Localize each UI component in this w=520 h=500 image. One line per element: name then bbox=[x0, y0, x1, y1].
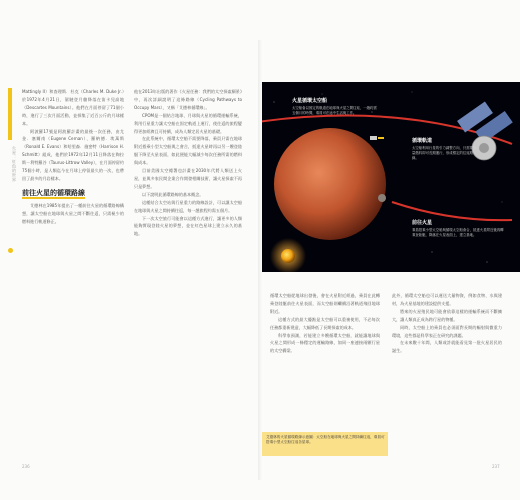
paragraph: 目前美國太空總署也計畫在2030年代將人類送上火星，並與多家民間企業合作開發相關技術，讓火星探索不再只是夢想。 bbox=[134, 168, 242, 189]
paragraph: 將來的火星殖民地可能會依靠這樣的運輸系統而不斷擴大，讓人類真正成為跨行星的物種。 bbox=[392, 308, 502, 322]
paragraph: 這種方式的最大優點是太空船可以重複使用，不必每次任務都重新建造，大幅降低了長期探索的成本。 bbox=[270, 316, 380, 330]
paragraph: 他在2013年出版的著作《火星任務：我們的太空探索願景》中，再次詳細說明了這條路線（Cycling Pathways to Occupy Mars），又稱「艾德林循環線」。 bbox=[134, 89, 242, 110]
paragraph: 以下說明此循環路線的基本概念。 bbox=[142, 191, 204, 197]
paragraph: 此外，循環太空船也可以運送大量物資，例如食物、水與建材，為火星基地的建設提供支援。 bbox=[392, 293, 502, 306]
paragraph: 艾德林在1985年提出了一種前往火星的循環路線構想，讓太空船在地球與火星之間不斷往返，只需極少的燃料進行軌道修正。 bbox=[22, 202, 124, 224]
figure-text-mars: 乘員搭乘小型太空船與循環太空船會合，抵達火星附近後再轉乘登陸艇，降落在火星表面上，建立基地。 bbox=[412, 228, 504, 237]
paragraph: 在未來數十年間，人類或許就能看見第一批火星居民的誕生。 bbox=[392, 340, 502, 354]
chapter-marker-bar bbox=[8, 88, 12, 140]
section-heading: 前往火星的循環路線 bbox=[22, 188, 85, 197]
paragraph: 在此系統中，循環太空船不需要降落，乘員只需在地球附近搭乘小型太空船與之會合，抵達火星時再以另一艘登陸艇下降至火星表面，如此便能大幅減少每次任務所需的燃料與成本。 bbox=[134, 136, 242, 166]
side-chapter-label: 火星：紅色的世界 bbox=[12, 146, 17, 182]
left-column-2 bbox=[134, 88, 242, 238]
right-page bbox=[262, 0, 520, 500]
figure-caption: 艾德林的火星循環路線示意圖：太空船在地球與火星之間持續往返，乘員可搭乘小型太空船往返各星球。 bbox=[266, 435, 385, 445]
paragraph: 科學家預測，若能建立多艘循環太空船，就能讓地球與火星之間形成一條穩定的運輸路線，如同一座連接兩顆行星的太空橋梁。 bbox=[270, 332, 380, 354]
figure-title-cycler: 火星循環太空船 bbox=[292, 98, 328, 104]
figure-title-mars: 前往火星 bbox=[412, 220, 433, 226]
figure-text-orbit: 太空船利用行星的引力調整方向，只需要少量燃料即可長期運行，形成穩定的往返路線。 bbox=[412, 146, 477, 160]
section-marker-dot bbox=[8, 248, 13, 253]
page-number: 237 bbox=[492, 464, 500, 469]
figure-caption-box bbox=[262, 432, 388, 456]
right-column-1 bbox=[270, 292, 380, 355]
paragraph: Mattingly II）和查理斯．杜克（Charles M. Duke Jr.）於1972年4月21日，駕駛登月艙降落在笛卡兒高地（Descartes Mountains）。他們在月面停留了71個小時，進行了三次月面活動，並採集了近百公斤的月球樣本。 bbox=[22, 89, 124, 126]
paragraph: 同時，太空船上的乘員也必須面對長期的輻射與微重力環境，這些都是科學家正在研究的課題。 bbox=[392, 324, 502, 338]
right-column-2 bbox=[392, 292, 502, 355]
paragraph: 下一次太空旅行可能會以這種方式進行，讓更多的人類能夠實現登陸火星的夢想，並在紅色星球上建立永久的基地。 bbox=[134, 215, 242, 237]
figure-text-cycler: 太空船會以固定的軌道在地球與火星之間往返，一趟約需五個月的時間，乘員可在途中生活與工作。 bbox=[292, 106, 377, 115]
paragraph: CPOM是一個結合地球、月球與火星的循環運輸系統，利用行星重力讓太空船在固定軌道上運行，使往返的旅程變得更加經濟且可持續，成為人類定居火星的基礎。 bbox=[134, 112, 242, 134]
left-column-1 bbox=[22, 88, 124, 226]
paragraph: 循環太空船從地球出發後，會在火星附近經過，乘員在此轉乘登陸艇前往火星表面，而太空船則繼續沿著軌道飛回地球附近。 bbox=[270, 293, 380, 314]
left-page bbox=[0, 0, 258, 500]
page-number: 236 bbox=[22, 464, 30, 469]
paragraph: 阿波羅17號是阿波羅計畫的最後一次任務，由尤金．塞爾南（Eugene Cernan）、羅納德．埃萬斯（Ronald E. Evans）和哈里森．施密特（Harrison H. Schmitt）組成，他們於1972年12月11日降落在陶拉斯－利特羅谷（Taurus-Littrow Valley），在月面停留約75個小時，是人類迄今在月球上停留最久的一次，也帶回了最多的月岩樣本。 bbox=[22, 128, 124, 181]
paragraph: 這種結合太空站與行星重力的路線設計，可以讓太空船在地球與火星之間持續往返，每一趟旅程約需五個月。 bbox=[134, 199, 242, 213]
figure-title-orbit: 循環軌道 bbox=[412, 138, 433, 144]
